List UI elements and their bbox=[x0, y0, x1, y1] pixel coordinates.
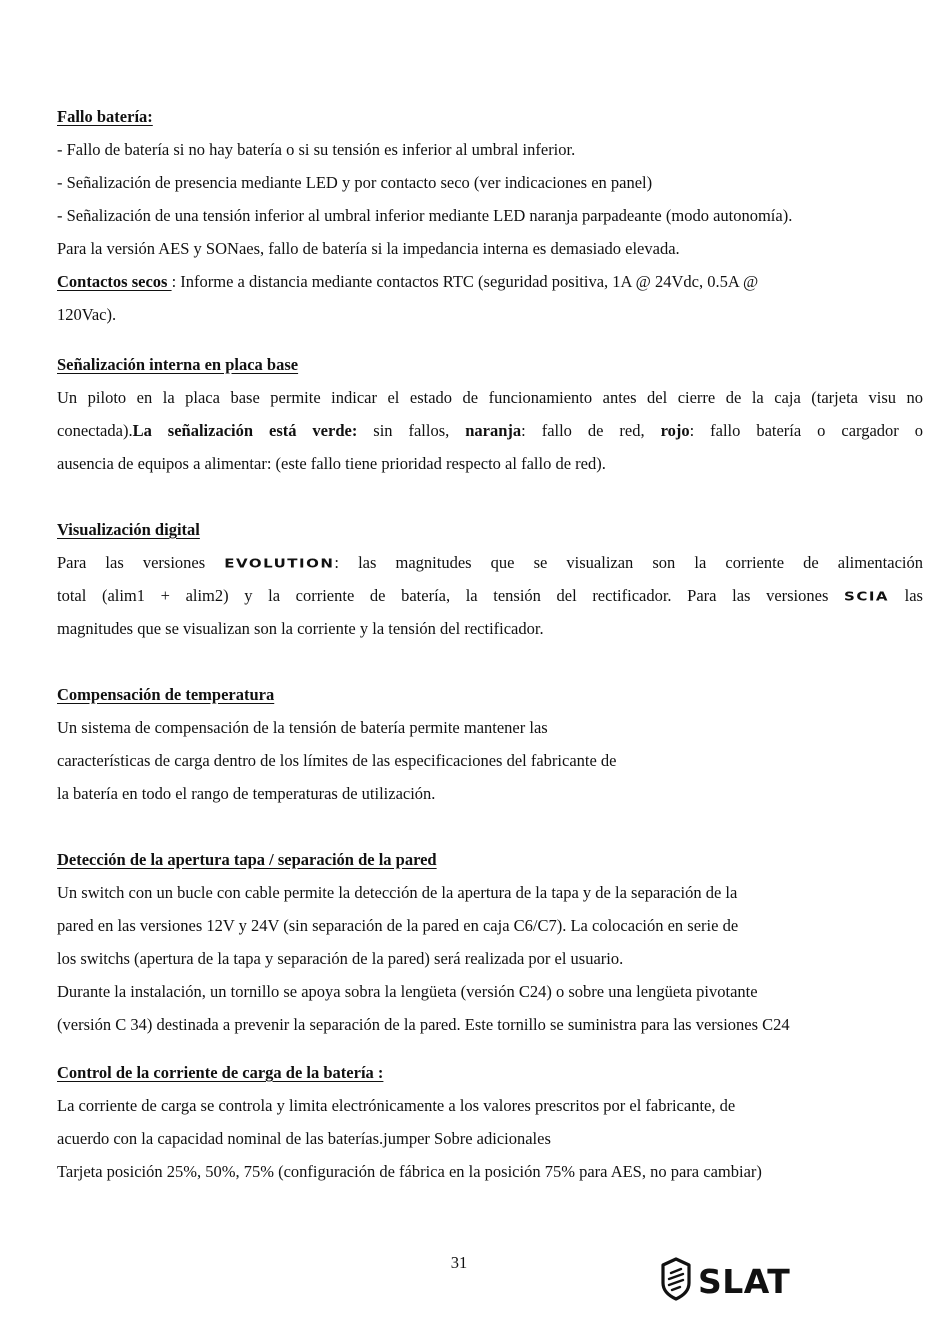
section-heading-control-corriente: Control de la corriente de carga de la batería : bbox=[57, 1063, 384, 1082]
inline-text: total (alim1 + alim2) y la corriente de batería, la tensión del rectificador. Para las versiones bbox=[57, 586, 845, 605]
bold-text: naranja bbox=[465, 421, 522, 440]
paragraph-line: ausencia de equipos a alimentar: (este fallo tiene prioridad respecto al fallo de red). bbox=[57, 454, 606, 473]
brand-evolution-wordmark: EVOLUTION bbox=[224, 555, 335, 571]
paragraph-line: - Fallo de batería si no hay batería o si su tensión es inferior al umbral inferior. bbox=[57, 140, 576, 159]
inline-text: Para las versiones bbox=[57, 553, 225, 572]
inline-heading-contactos: Contactos secos bbox=[57, 272, 172, 291]
paragraph-line: magnitudes que se visualizan son la corriente y la tensión del rectificador. bbox=[57, 619, 544, 638]
slat-logo bbox=[660, 1257, 790, 1306]
bold-text: rojo bbox=[660, 421, 690, 440]
section-heading-visualizacion-digital: Visualización digital bbox=[57, 520, 200, 539]
paragraph-line: pared en las versiones 12V y 24V (sin separación de la pared en caja C6/C7). La colocación en serie de bbox=[57, 916, 739, 935]
inline-text: : las magnitudes que se visualizan son la corriente de alimentación bbox=[334, 553, 923, 572]
document-body bbox=[57, 100, 923, 1188]
paragraph-line: Tarjeta posición 25%, 50%, 75% (configuración de fábrica en la posición 75% para AES, no para cambiar) bbox=[57, 1162, 762, 1181]
paragraph-line: - Señalización de presencia mediante LED y por contacto seco (ver indicaciones en panel) bbox=[57, 173, 653, 192]
paragraph-line-evolution bbox=[57, 546, 923, 579]
paragraph-line: Un piloto en la placa base permite indicar el estado de funcionamiento antes del cierre de la caja (tarjeta visu no bbox=[57, 388, 923, 407]
logo-wordmark: SLAT bbox=[698, 1262, 791, 1301]
inline-text: : fallo de red, bbox=[521, 421, 661, 440]
bold-text: La señalización está verde: bbox=[132, 421, 358, 440]
inline-text: sin fallos, bbox=[357, 421, 466, 440]
shield-icon bbox=[660, 1257, 692, 1306]
brand-scia-wordmark: SCIA bbox=[844, 588, 890, 604]
paragraph-line: Un sistema de compensación de la tensión de batería permite mantener las bbox=[57, 718, 548, 737]
section-heading-deteccion-apertura: Detección de la apertura tapa / separación de la pared bbox=[57, 850, 437, 869]
paragraph-line: Para la versión AES y SONaes, fallo de batería si la impedancia interna es demasiado elevada. bbox=[57, 239, 680, 258]
paragraph-line: Un switch con un bucle con cable permite la detección de la apertura de la tapa y de la separación de la bbox=[57, 883, 738, 902]
inline-text: conectada). bbox=[57, 421, 133, 440]
paragraph-line: acuerdo con la capacidad nominal de las baterías.jumper Sobre adicionales bbox=[57, 1129, 551, 1148]
paragraph-line-contactos bbox=[57, 265, 923, 298]
section-heading-compensacion-temperatura: Compensación de temperatura bbox=[57, 685, 275, 704]
paragraph-line: - Señalización de una tensión inferior al umbral inferior mediante LED naranja parpadeante (modo autonomía). bbox=[57, 206, 793, 225]
inline-text: : Informe a distancia mediante contactos RTC (seguridad positiva, 1A @ 24Vdc, 0.5A @ bbox=[171, 272, 759, 291]
section-heading-senalizacion-interna: Señalización interna en placa base bbox=[57, 355, 299, 374]
section-heading-fallo-bateria: Fallo batería: bbox=[57, 107, 153, 126]
paragraph-line: Durante la instalación, un tornillo se apoya sobra la lengüeta (versión C24) o sobre una lengüeta pivotante bbox=[57, 982, 758, 1001]
paragraph-line: los switchs (apertura de la tapa y separación de la pared) será realizada por el usuario. bbox=[57, 949, 624, 968]
paragraph-line: características de carga dentro de los límites de las especificaciones del fabricante de bbox=[57, 751, 617, 770]
inline-text: las bbox=[889, 586, 923, 605]
paragraph-line: (versión C 34) destinada a prevenir la separación de la pared. Este tornillo se suministra para las versiones C24 bbox=[57, 1015, 790, 1034]
paragraph-line: 120Vac). bbox=[57, 305, 117, 324]
inline-text: : fallo batería o cargador o bbox=[689, 421, 923, 440]
paragraph-line: la batería en todo el rango de temperaturas de utilización. bbox=[57, 784, 436, 803]
paragraph-line-scia bbox=[57, 579, 923, 612]
paragraph-line-colors bbox=[57, 414, 923, 447]
paragraph-line: La corriente de carga se controla y limita electrónicamente a los valores prescritos por el fabricante, de bbox=[57, 1096, 736, 1115]
page-number: 31 bbox=[450, 1253, 468, 1272]
